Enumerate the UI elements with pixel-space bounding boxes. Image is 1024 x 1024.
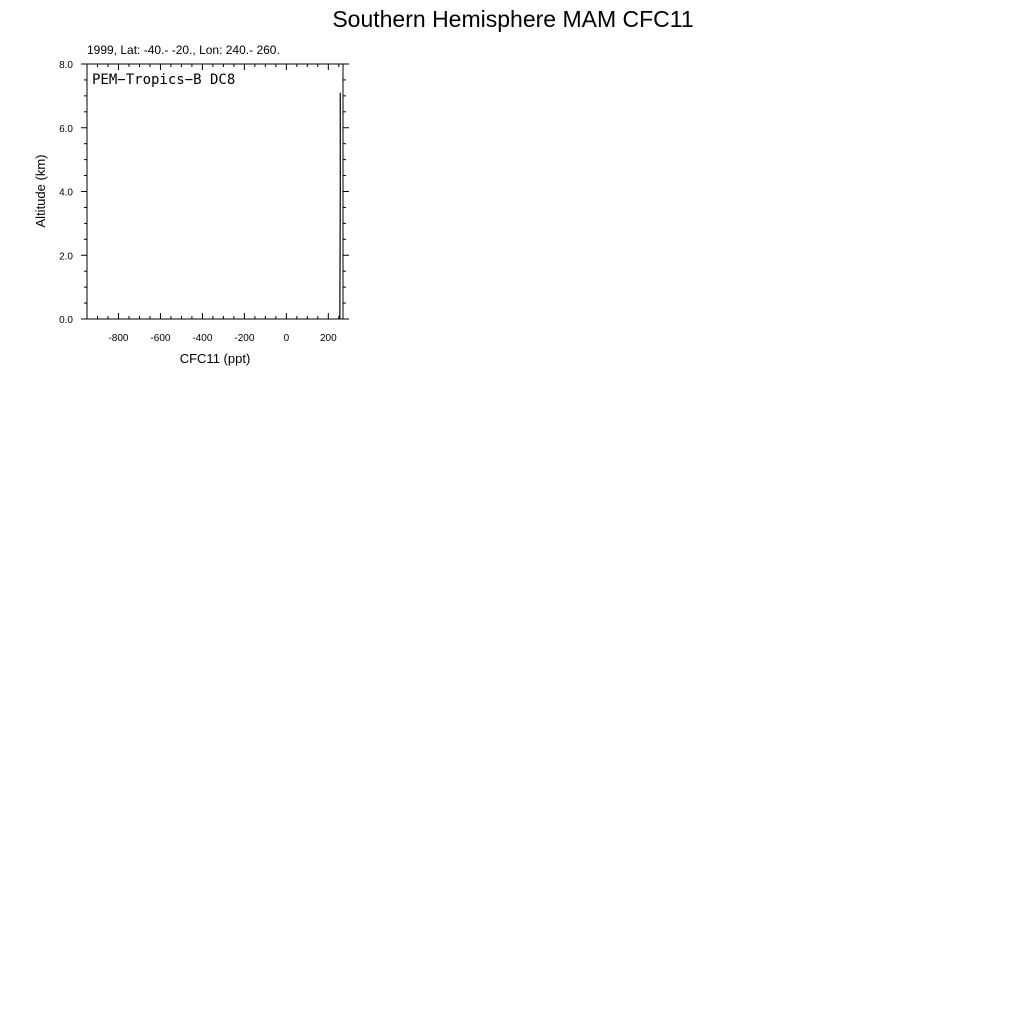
chart-title: Southern Hemisphere MAM CFC11 (332, 6, 694, 32)
y-axis-label: Altitude (km) (33, 154, 48, 228)
x-tick-label: 0 (283, 333, 290, 344)
axis-ticks (59, 60, 349, 344)
x-tick-label: -600 (150, 333, 171, 344)
chart-subtitle: 1999, Lat: -40.- -20., Lon: 240.- 260. (87, 43, 280, 57)
y-tick-label: 4.0 (59, 187, 73, 199)
plot-frame (87, 64, 343, 319)
x-axis-label: CFC11 (ppt) (179, 351, 251, 366)
x-tick-label: 200 (319, 333, 337, 344)
y-tick-label: 6.0 (59, 123, 73, 135)
x-tick-label: -400 (192, 333, 213, 344)
y-tick-label: 8.0 (59, 60, 73, 71)
dataset-annotation: PEM−Tropics−B DC8 (92, 72, 236, 88)
x-tick-label: -800 (108, 333, 129, 344)
x-tick-label: -200 (234, 333, 255, 344)
y-tick-label: 2.0 (59, 251, 73, 263)
y-tick-label: 0.0 (59, 315, 73, 326)
